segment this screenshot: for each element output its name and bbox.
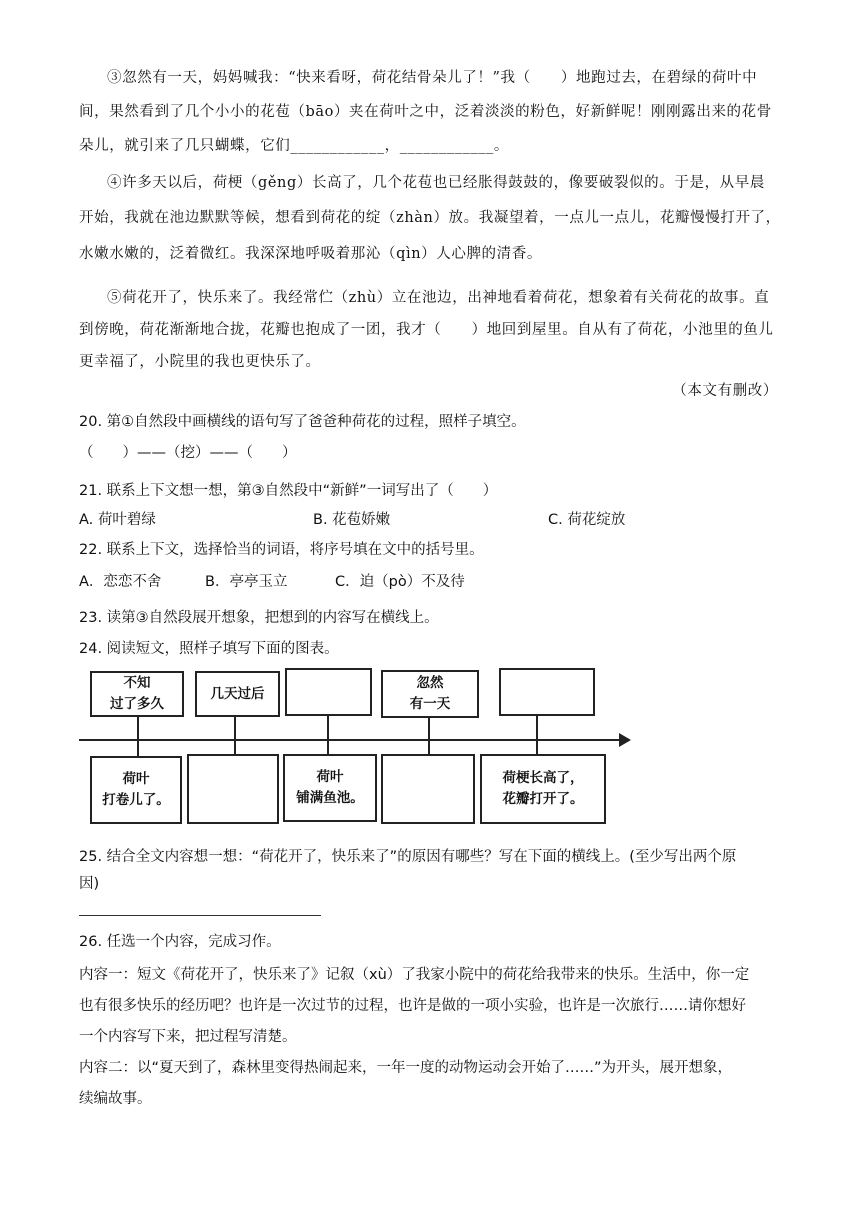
passage-p4-line1: ④许多天以后，荷梗（gěng）长高了，几个花苞也已经胀得鼓鼓的，像要破裂似的。于是，从早晨: [107, 175, 765, 191]
question-21-option-a: A. 荷叶碧绿: [79, 512, 156, 528]
question-22-option-c: C．迫（pò）不及待: [335, 574, 465, 590]
source-note: （本文有删改）: [672, 383, 778, 399]
question-26-content2-line2: 续编故事。: [79, 1091, 152, 1107]
passage-p3-line1: ③忽然有一天，妈妈喊我：“快来看呀，荷花结骨朵儿了！”我（ ）地跑过去，在碧绿的荷叶中: [107, 70, 758, 86]
passage-p5-line3: 更幸福了，小院里的我也更快乐了。: [79, 354, 321, 370]
passage-p4-line2: 开始，我就在池边默默等候，想看到荷花的绽（zhàn）放。我凝望着，一点儿一点儿，花瓣慢慢打开了，: [79, 210, 781, 226]
question-24: 24. 阅读短文，照样子填写下面的图表。: [79, 641, 339, 657]
question-22-option-b: B．亭亭玉立: [205, 574, 288, 590]
question-26-content1-line3: 一个内容写下来，把过程写清楚。: [79, 1029, 297, 1045]
question-26-content1-line2: 也有很多快乐的经历吧？也许是一次过节的过程，也许是做的一项小实验，也许是一次旅行……请你想好: [79, 998, 746, 1014]
question-21-option-b: B. 花苞娇嫩: [313, 512, 391, 528]
timeline-bottom-box-2-empty[interactable]: [187, 754, 279, 824]
timeline-top-box-3-empty[interactable]: [285, 668, 372, 716]
question-21: 21. 联系上下文想一想，第③自然段中“新鲜”一词写出了（ ）: [79, 483, 498, 499]
passage-p5-line1: ⑤荷花开了，快乐来了。我经常伫（zhù）立在池边，出神地看着荷花，想象着有关荷花的故事。直: [107, 290, 770, 306]
connector: [234, 716, 236, 757]
question-20: 20. 第①自然段中画横线的语句写了爸爸种荷花的过程，照样子填空。: [79, 414, 526, 430]
timeline-bottom-box-4-empty[interactable]: [381, 754, 475, 824]
question-25-line2: 因): [79, 876, 100, 892]
timeline-bottom-box-1: 荷叶 打卷儿了。: [90, 756, 182, 824]
question-26-content2-line1: 内容二：以“夏天到了，森林里变得热闹起来，一年一度的动物运动会开始了……”为开头，展开想象，: [79, 1060, 733, 1076]
timeline-diagram: [79, 668, 639, 832]
timeline-top-box-2: 几天过后: [195, 671, 280, 717]
timeline-top-box-1: 不知 过了多久: [90, 671, 184, 717]
timeline-axis: [79, 739, 625, 741]
connector: [137, 716, 139, 757]
passage-p4-line3: 水嫩水嫩的，泛着微红。我深深地呼吸着那沁（qìn）人心脾的清香。: [79, 246, 542, 262]
question-21-option-c: C. 荷花绽放: [548, 512, 626, 528]
timeline-bottom-box-3: 荷叶 铺满鱼池。: [283, 754, 377, 822]
connector: [536, 716, 538, 757]
question-25-line1: 25. 结合全文内容想一想：“荷花开了，快乐来了”的原因有哪些？写在下面的横线上。(至少写出两个原: [79, 849, 737, 865]
question-20-blank: （ ）——（挖）——（ ）: [79, 445, 297, 461]
passage-p3-line2: 间，果然看到了几个小小的花苞（bāo）夹在荷叶之中，泛着淡淡的粉色，好新鲜呢！刚刚露出来的花骨: [79, 104, 772, 120]
connector: [327, 716, 329, 757]
answer-line[interactable]: [79, 915, 321, 916]
question-22-option-a: A．恋恋不舍: [79, 574, 162, 590]
timeline-bottom-box-5: 荷梗长高了， 花瓣打开了。: [480, 754, 606, 824]
passage-p3-line3: 朵儿，就引来了几只蝴蝶，它们____________，____________。: [79, 138, 509, 154]
passage-p5-line2: 到傍晚，荷花渐渐地合拢，花瓣也抱成了一团，我才（ ）地回到屋里。自从有了荷花，小池里的鱼儿: [79, 322, 774, 338]
timeline-top-box-4: 忽然 有一天: [381, 670, 479, 718]
connector: [428, 716, 430, 757]
question-26: 26. 任选一个内容，完成习作。: [79, 934, 281, 950]
question-26-content1-line1: 内容一：短文《荷花开了，快乐来了》记叙（xù）了我家小院中的荷花给我带来的快乐。生活中，你一定: [79, 967, 750, 983]
question-23: 23. 读第③自然段展开想象，把想到的内容写在横线上。: [79, 610, 439, 626]
timeline-arrowhead: [619, 733, 631, 747]
timeline-top-box-5-empty[interactable]: [499, 668, 595, 716]
question-22: 22. 联系上下文，选择恰当的词语，将序号填在文中的括号里。: [79, 542, 484, 558]
